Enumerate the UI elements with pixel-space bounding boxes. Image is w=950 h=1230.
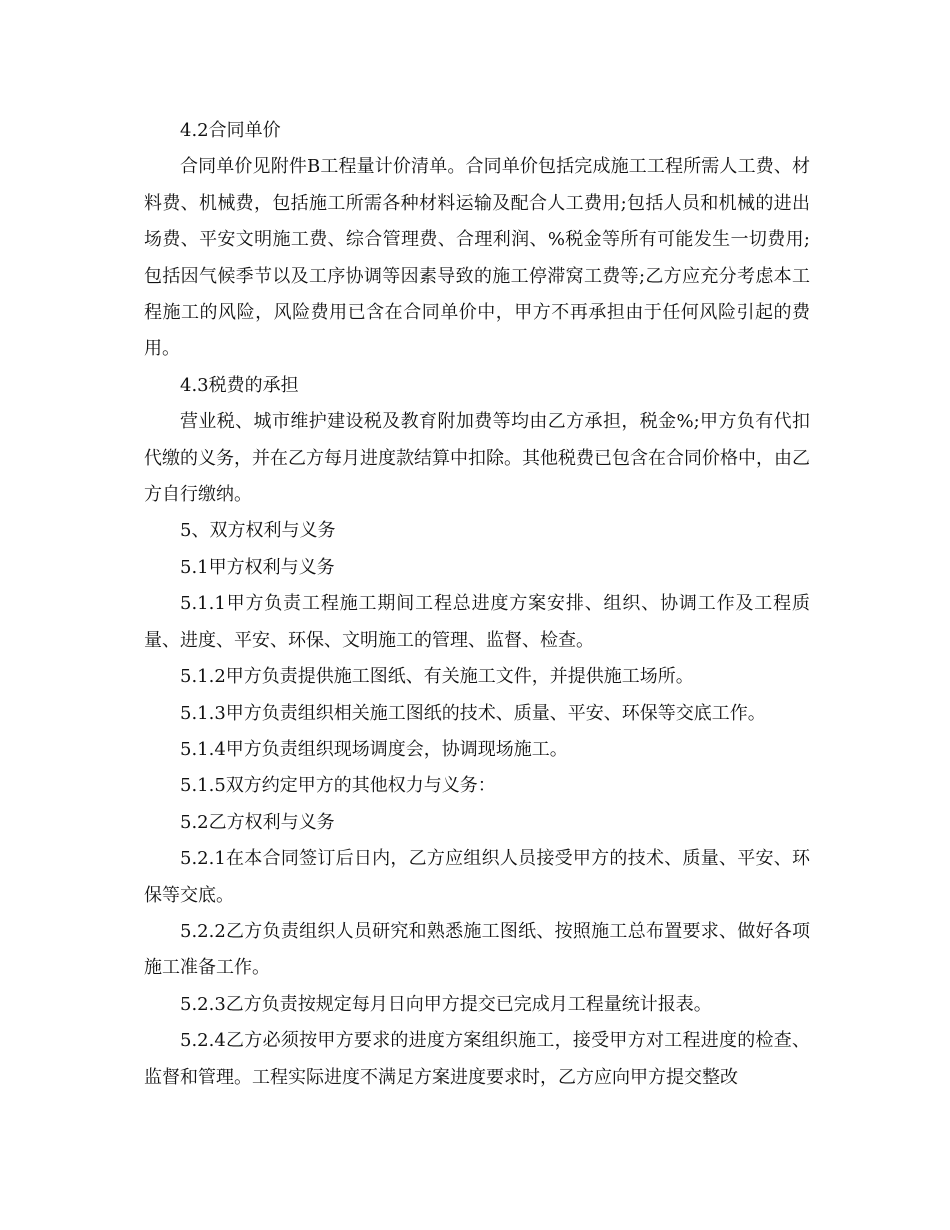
section-heading-5: 5、双方权利与义务 (180, 520, 336, 542)
paragraph-taxes: 营业税、城市维护建设税及教育附加费等均由乙方承担，税金%;甲方负有代扣代缴的义务，并在乙方每月进度款结算中扣除。其他税费已包含在合同价格中，由乙方自行缴纳。 (144, 411, 810, 506)
document-body (144, 113, 810, 1096)
clause-5-2-4: 5.2.4乙方必须按甲方要求的进度方案组织施工，接受甲方对工程进度的检查、监督和管理。工程实际进度不满足方案进度要求时，乙方应向甲方提交整改 (144, 1030, 810, 1088)
clause-5-1-2: 5.1.2甲方负责提供施工图纸、有关施工文件，并提供施工场所。 (180, 666, 694, 688)
paragraph-unit-price: 合同单价见附件B工程量计价清单。合同单价包括完成施工工程所需人工费、材料费、机械费，包括施工所需各种材料运输及配合人工费用;包括人员和机械的进出场费、平安文明施工费、综合管理费、合理利润、%税金等所有可能发生一切费用;包括因气候季节以及工序协调等因素导致的施工停滞窝工费等;乙方应充分考虑本工程施工的风险，风险费用已含在合同单价中，甲方不再承担由于任何风险引起的费用。 (144, 156, 810, 360)
clause-5-1-1: 5.1.1甲方负责工程施工期间工程总进度方案安排、组织、协调工作及工程质量、进度、平安、环保、文明施工的管理、监督、检查。 (144, 593, 810, 651)
section-heading-5-1: 5.1甲方权利与义务 (180, 556, 335, 578)
section-heading-4-2: 4.2合同单价 (180, 120, 281, 141)
clause-5-1-5: 5.1.5双方约定甲方的其他权力与义务： (180, 775, 496, 797)
section-heading-4-3: 4.3税费的承担 (180, 374, 299, 396)
clause-5-1-4: 5.1.4甲方负责组织现场调度会，协调现场施工。 (180, 738, 568, 760)
clause-5-2-2: 5.2.2乙方负责组织人员研究和熟悉施工图纸、按照施工总布置要求、做好各项施工准备工作。 (144, 920, 810, 979)
clause-5-2-3: 5.2.3乙方负责按规定每月日向甲方提交已完成月工程量统计报表。 (180, 993, 712, 1015)
clause-5-2-1: 5.2.1在本合同签订后日内，乙方应组织人员接受甲方的技术、质量、平安、环保等交底。 (144, 848, 810, 906)
clause-5-1-3: 5.1.3甲方负责组织相关施工图纸的技术、质量、平安、环保等交底工作。 (180, 702, 766, 724)
section-heading-5-2: 5.2乙方权利与义务 (180, 811, 335, 833)
